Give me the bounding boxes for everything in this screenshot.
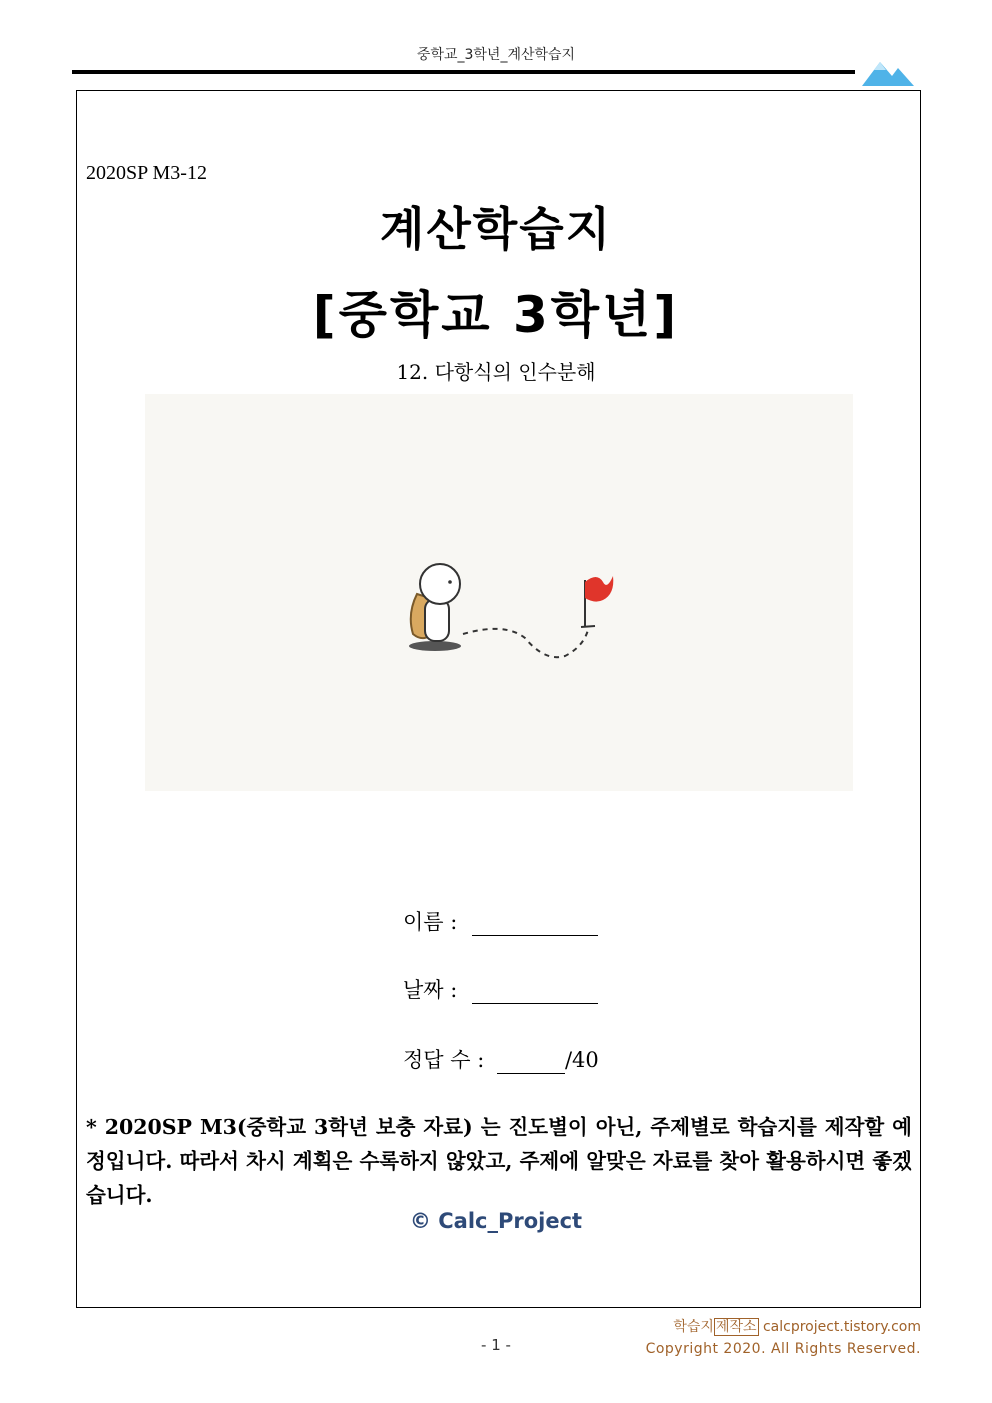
notice-paragraph: * 2020SP M3(중학교 3학년 보충 자료) 는 진도별이 아닌, 주제별로 학습지를 제작할 예정입니다. 따라서 차시 계획은 수록하지 않았고, 주제에 알맞은 자료를 찾아 활용하시면 좋겠습니다. bbox=[86, 1115, 912, 1207]
name-blank[interactable] bbox=[472, 913, 598, 936]
date-field bbox=[403, 974, 598, 1004]
brand-copyright: © Calc_Project bbox=[409, 1209, 583, 1233]
score-label: 정답 수 : bbox=[403, 1048, 485, 1072]
topic-title: 12. 다항식의 인수분해 bbox=[396, 360, 596, 384]
score-total: /40 bbox=[564, 1048, 599, 1072]
name-label: 이름 : bbox=[403, 910, 458, 934]
score-blank[interactable] bbox=[497, 1051, 565, 1074]
footer-site-prefix: 학습지 bbox=[673, 1319, 714, 1335]
page-number: - 1 - bbox=[481, 1336, 511, 1354]
date-label: 날짜 : bbox=[403, 978, 458, 1002]
footer-site-url[interactable]: calcproject.tistory.com bbox=[762, 1319, 921, 1335]
footer-site-boxed: 제작소 bbox=[715, 1319, 757, 1335]
footer-site bbox=[673, 1316, 921, 1336]
main-title: 계산학습지 bbox=[379, 202, 613, 256]
date-blank[interactable] bbox=[472, 981, 598, 1004]
mountain-logo-icon bbox=[862, 56, 914, 86]
traveler-flag-illustration-icon bbox=[145, 394, 853, 791]
name-field bbox=[403, 906, 598, 936]
cover-illustration bbox=[145, 394, 853, 791]
header-rule bbox=[72, 70, 855, 74]
score-field bbox=[403, 1044, 599, 1074]
sub-title: [중학교 3학년] bbox=[312, 286, 680, 344]
footer-rights: Copyright 2020. All Rights Reserved. bbox=[645, 1341, 921, 1357]
header-title: 중학교_3학년_계산학습지 bbox=[416, 47, 576, 63]
document-code: 2020SP M3-12 bbox=[86, 162, 207, 184]
